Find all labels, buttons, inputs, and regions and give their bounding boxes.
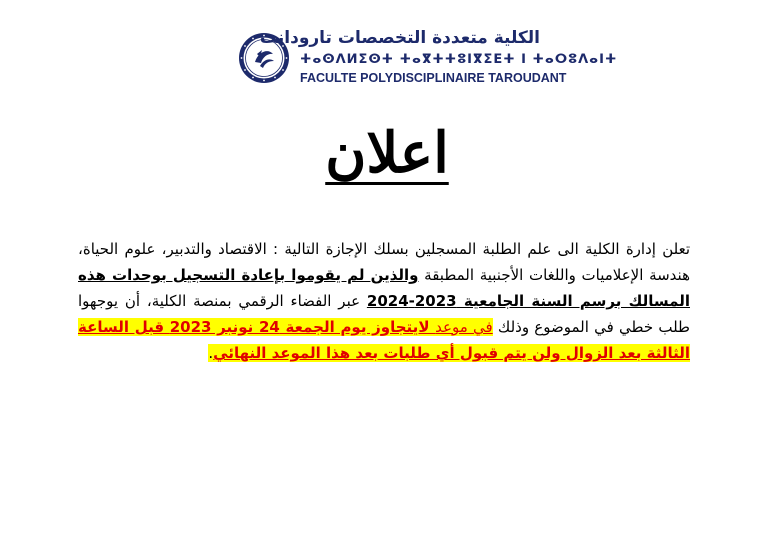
- institution-name-french: FACULTE POLYDISCIPLINAIRE TAROUDANT: [300, 71, 567, 85]
- body-intro-text: تعلن إدارة الكلية الى علم الطلبة المسجلين بسلك الإجازة التالية : الاقتصاد والتدبير، علوم الحياة، هندسة الإعلاميات واللغات الأجنبية المطبقة: [78, 240, 690, 284]
- body-end-mark: .: [208, 344, 214, 362]
- announcement-title: [0, 118, 774, 188]
- faculty-header: [238, 28, 618, 88]
- announcement-paragraph: [78, 236, 690, 366]
- body-request-text: عبر الفضاء الرقمي بمنصة الكلية، أن يوجهوا طلب خطي في الموضوع وذلك: [78, 292, 690, 336]
- announcement-title-text: اعلان: [325, 120, 449, 186]
- announcement-body: [78, 236, 690, 366]
- institution-name-tifinagh: ⵜⴰⵙⴷⵍⵉⵙⵜ ⵜⴰⴳⵜⵜⵓⵏⴳⵉⴹⵜ ⵏ ⵜⴰⵔⵓⴷⴰⵏⵜ: [300, 52, 618, 67]
- institution-name-arabic: الكلية متعددة التخصصات تارودانت: [259, 28, 540, 48]
- body-deadline-lead: في موعد: [435, 318, 493, 336]
- body-deadline-text: لايتجاوز يوم الجمعة 24 نونبر 2023 قبل الساعة الثالثة بعد الزوال ولن يتم قبول أي طلبات بعد هذا الموعد النهائي: [78, 318, 690, 362]
- body-concerned-students-text: والذين لم يقوموا بإعادة التسجيل بوحدات هذه المسالك برسم السنة الجامعية 2023-2024: [78, 266, 690, 310]
